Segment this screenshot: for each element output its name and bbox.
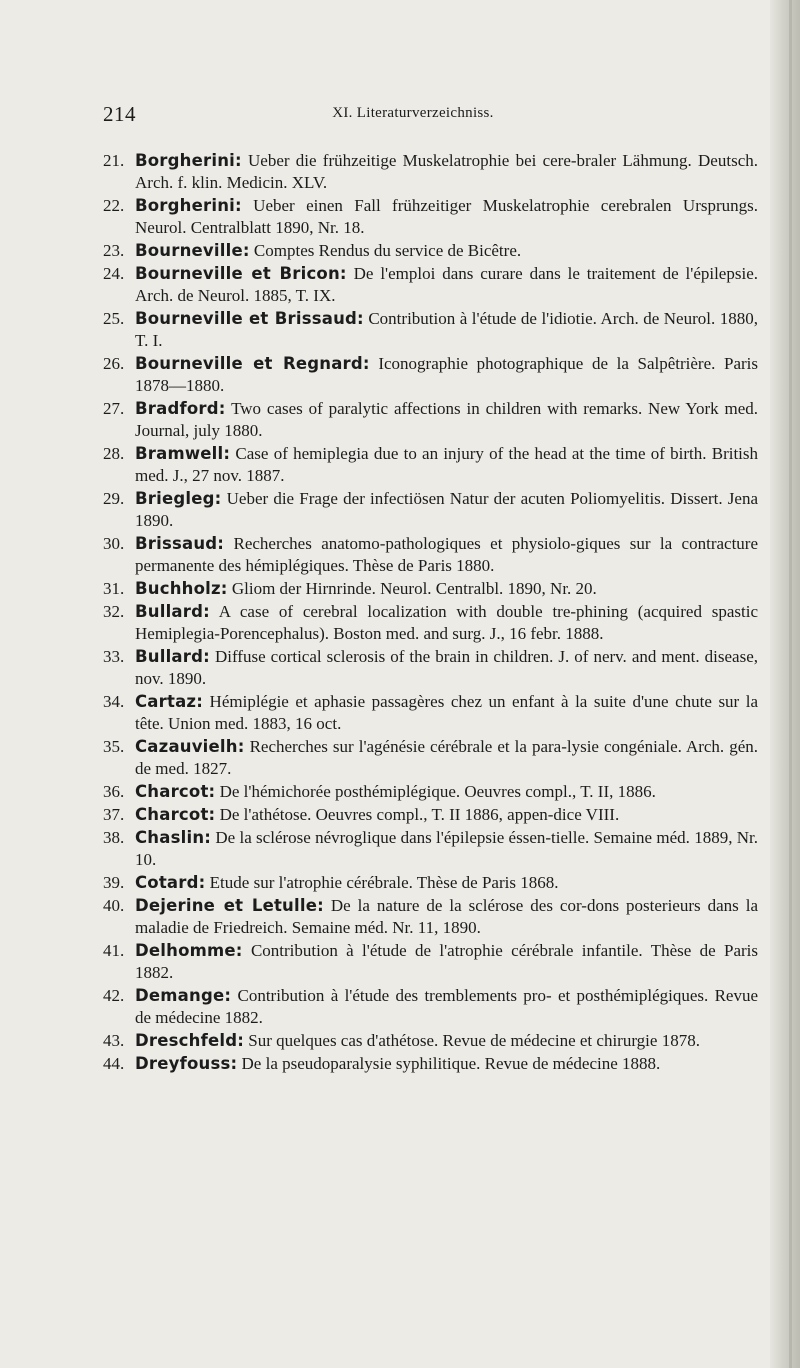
entry-text: De l'emploi dans curare dans le traitement de l'épilepsie. Arch. de Neurol. 1885, T. IX. xyxy=(135,264,758,305)
entry-number: 41. xyxy=(103,941,125,960)
entry-number: 40. xyxy=(103,896,125,915)
entry-number: 21. xyxy=(103,151,125,170)
entry-author: Bourneville et Brissaud: xyxy=(135,309,364,328)
bibliography-entry xyxy=(103,308,758,352)
entry-author: Charcot: xyxy=(135,805,216,824)
bibliography-list xyxy=(103,150,758,1076)
entry-text: De l'athétose. Oeuvres compl., T. II 1886, appen-dice VIII. xyxy=(219,805,620,824)
entry-number: 29. xyxy=(103,489,125,508)
entry-author: Brissaud: xyxy=(135,534,225,553)
entry-author: Cotard: xyxy=(135,873,206,892)
entry-author: Bourneville et Regnard: xyxy=(135,354,370,373)
entry-text: Sur quelques cas d'athétose. Revue de médecine et chirurgie 1878. xyxy=(248,1031,700,1050)
bibliography-entry xyxy=(103,533,758,577)
entry-author: Briegleg: xyxy=(135,489,222,508)
entry-number: 38. xyxy=(103,828,125,847)
bibliography-entry xyxy=(103,827,758,871)
running-head xyxy=(103,102,743,130)
bibliography-entry xyxy=(103,601,758,645)
bibliography-entry xyxy=(103,398,758,442)
entry-author: Bullard: xyxy=(135,602,210,621)
entry-text: De la nature de la sclérose des cor-dons posterieurs dans la maladie de Friedreich. Semaine méd. Nr. 11, 1890. xyxy=(135,896,758,937)
entry-text: Iconographie photographique de la Salpêtrière. Paris 1878—1880. xyxy=(135,354,759,395)
entry-author: Cazauvielh: xyxy=(135,737,245,756)
entry-number: 43. xyxy=(103,1031,125,1050)
entry-number: 24. xyxy=(103,264,125,283)
entry-text: Ueber die frühzeitige Muskelatrophie bei cere-braler Lähmung. Deutsch. Arch. f. klin. Medicin. XLV. xyxy=(135,151,758,192)
scan-page-edge xyxy=(770,0,800,1368)
entry-number: 42. xyxy=(103,986,125,1005)
entry-text: De la sclérose névroglique dans l'épilepsie éssen-tielle. Semaine méd. 1889, Nr. 10. xyxy=(135,828,758,869)
entry-number: 36. xyxy=(103,782,125,801)
entry-author: Bourneville et Bricon: xyxy=(135,264,347,283)
entry-number: 32. xyxy=(103,602,125,621)
bibliography-entry xyxy=(103,736,758,780)
entry-number: 31. xyxy=(103,579,125,598)
entry-text: De la pseudoparalysie syphilitique. Revue de médecine 1888. xyxy=(241,1054,661,1073)
entry-number: 25. xyxy=(103,309,125,328)
entry-number: 27. xyxy=(103,399,125,418)
entry-number: 44. xyxy=(103,1054,125,1073)
entry-number: 39. xyxy=(103,873,125,892)
entry-text: A case of cerebral localization with double tre-phining (acquired spastic Hemiplegia-Porencephalus). Boston med. and surg. J., 16 febr. 1888. xyxy=(135,602,758,643)
entry-author: Bullard: xyxy=(135,647,210,666)
bibliography-entry xyxy=(103,804,758,826)
entry-number: 34. xyxy=(103,692,125,711)
entry-text: Case of hemiplegia due to an injury of the head at the time of birth. British med. J., 27 nov. 1887. xyxy=(135,444,759,485)
page-number: 214 xyxy=(103,102,136,126)
entry-author: Dejerine et Letulle: xyxy=(135,896,324,915)
bibliography-entry xyxy=(103,781,758,803)
entry-author: Bradford: xyxy=(135,399,226,418)
bibliography-entry xyxy=(103,150,758,194)
entry-number: 28. xyxy=(103,444,125,463)
entry-number: 35. xyxy=(103,737,125,756)
entry-text: Comptes Rendus du service de Bicêtre. xyxy=(253,241,522,260)
entry-number: 37. xyxy=(103,805,125,824)
entry-text: Gliom der Hirnrinde. Neurol. Centralbl. 1890, Nr. 20. xyxy=(231,579,597,598)
entry-text: Contribution à l'étude de l'atrophie cérébrale infantile. Thèse de Paris 1882. xyxy=(135,941,758,982)
bibliography-entry xyxy=(103,488,758,532)
entry-number: 33. xyxy=(103,647,125,666)
entry-author: Dreyfouss: xyxy=(135,1054,238,1073)
bibliography-entry xyxy=(103,691,758,735)
section-title: XI. Literaturverzeichniss. xyxy=(332,105,494,121)
entry-text: Two cases of paralytic affections in children with remarks. New York med. Journal, july 1880. xyxy=(135,399,758,440)
bibliography-entry xyxy=(103,195,758,239)
entry-author: Chaslin: xyxy=(135,828,212,847)
scan-binding-shadow xyxy=(789,0,792,1368)
entry-author: Delhomme: xyxy=(135,941,243,960)
entry-author: Borgherini: xyxy=(135,196,242,215)
bibliography-entry xyxy=(103,985,758,1029)
entry-author: Demange: xyxy=(135,986,232,1005)
entry-number: 22. xyxy=(103,196,125,215)
bibliography-entry xyxy=(103,895,758,939)
bibliography-entry xyxy=(103,263,758,307)
entry-text: Ueber einen Fall frühzeitiger Muskelatrophie cerebralen Ursprungs. Neurol. Centralblatt 1890, Nr. 18. xyxy=(135,196,758,237)
entry-text: Contribution à l'étude de l'idiotie. Arch. de Neurol. 1880, T. I. xyxy=(135,309,758,350)
bibliography-entry xyxy=(103,240,758,262)
bibliography-entry xyxy=(103,353,758,397)
entry-author: Bramwell: xyxy=(135,444,231,463)
entry-text: Ueber die Frage der infectiösen Natur der acuten Poliomyelitis. Dissert. Jena 1890. xyxy=(135,489,758,530)
entry-author: Borgherini: xyxy=(135,151,242,170)
bibliography-entry xyxy=(103,578,758,600)
entry-text: Recherches sur l'agénésie cérébrale et la para-lysie congéniale. Arch. gén. de med. 1827. xyxy=(135,737,758,778)
entry-number: 30. xyxy=(103,534,125,553)
bibliography-entry xyxy=(103,646,758,690)
entry-text: Contribution à l'étude des tremblements pro- et posthémiplégiques. Revue de médecine 1882. xyxy=(135,986,759,1027)
entry-text: De l'hémichorée posthémiplégique. Oeuvres compl., T. II, 1886. xyxy=(219,782,656,801)
entry-author: Dreschfeld: xyxy=(135,1031,245,1050)
entry-text: Diffuse cortical sclerosis of the brain in children. J. of nerv. and ment. disease, nov. 1890. xyxy=(135,647,758,688)
entry-text: Etude sur l'atrophie cérébrale. Thèse de Paris 1868. xyxy=(209,873,559,892)
entry-text: Recherches anatomo-pathologiques et physiolo-giques sur la contracture permanente des hémiplégiques. Thèse de Paris 1880. xyxy=(135,534,758,575)
entry-author: Charcot: xyxy=(135,782,216,801)
bibliography-entry xyxy=(103,940,758,984)
entry-text: Hémiplégie et aphasie passagères chez un enfant à la suite d'une chute sur la tête. Union med. 1883, 16 oct. xyxy=(135,692,759,733)
entry-number: 23. xyxy=(103,241,125,260)
entry-author: Bourneville: xyxy=(135,241,250,260)
entry-number: 26. xyxy=(103,354,125,373)
bibliography-entry xyxy=(103,1053,758,1075)
bibliography-entry xyxy=(103,443,758,487)
bibliography-entry xyxy=(103,1030,758,1052)
entry-author: Cartaz: xyxy=(135,692,204,711)
bibliography-entry xyxy=(103,872,758,894)
entry-author: Buchholz: xyxy=(135,579,228,598)
